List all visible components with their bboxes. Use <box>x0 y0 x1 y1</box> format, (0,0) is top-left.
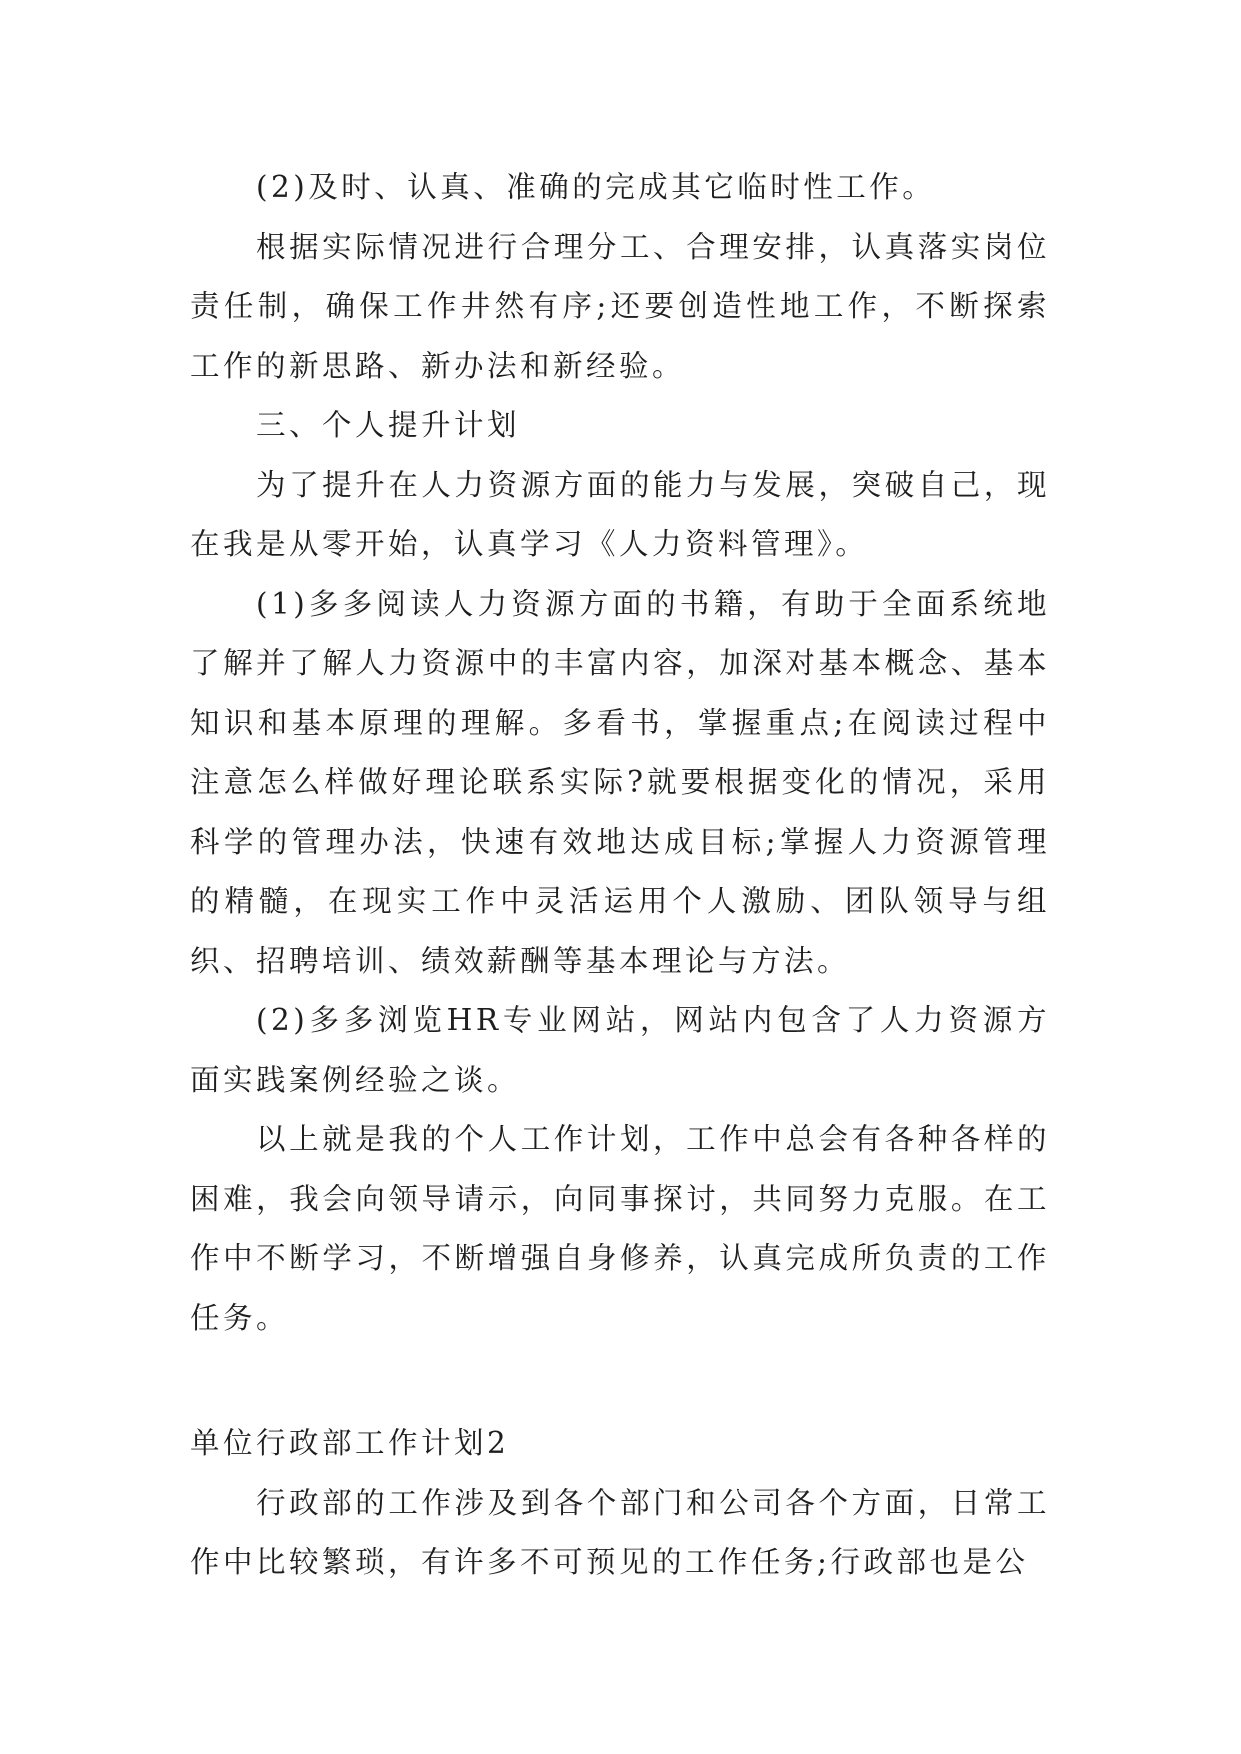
paragraph-conclusion: 以上就是我的个人工作计划，工作中总会有各种各样的困难，我会向领导请示，向同事探讨，共同努力克服。在工作中不断学习，不断增强自身修养，认真完成所负责的工作任务。 <box>190 1122 1050 1335</box>
paragraph-division-of-work: 根据实际情况进行合理分工、合理安排，认真落实岗位责任制，确保工作井然有序;还要创造性地工作，不断探索工作的新思路、新办法和新经验。 <box>190 229 1050 383</box>
paragraph-improvement-intro: 为了提升在人力资源方面的能力与发展，突破自己，现在我是从零开始，认真学习《人力资料管理》。 <box>190 467 1050 561</box>
paragraph-hr-websites: (2)多多浏览HR专业网站，网站内包含了人力资源方面实践案例经验之谈。 <box>190 1003 1050 1097</box>
paragraph-reading-books: (1)多多阅读人力资源方面的书籍，有助于全面系统地了解并了解人力资源中的丰富内容，加深对基本概念、基本知识和基本原理的理解。多看书，掌握重点;在阅读过程中注意怎么样做好理论联系实际?就要根据变化的情况，采用科学的管理办法，快速有效地达成目标;掌握人力资源管理的精髓，在现实工作中灵活运用个人激励、团队领导与组织、招聘培训、绩效薪酬等基本理论与方法。 <box>190 586 1050 978</box>
paragraph-admin-dept-intro: 行政部的工作涉及到各个部门和公司各个方面，日常工作中比较繁琐，有许多不可预见的工作任务;行政部也是公 <box>190 1485 1050 1579</box>
section-title-plan-2: 单位行政部工作计划2 <box>190 1426 510 1460</box>
section-heading-personal-improvement: 三、个人提升计划 <box>256 408 521 442</box>
paragraph-temporary-work: (2)及时、认真、准确的完成其它临时性工作。 <box>256 170 936 204</box>
document-body <box>190 158 1050 1593</box>
